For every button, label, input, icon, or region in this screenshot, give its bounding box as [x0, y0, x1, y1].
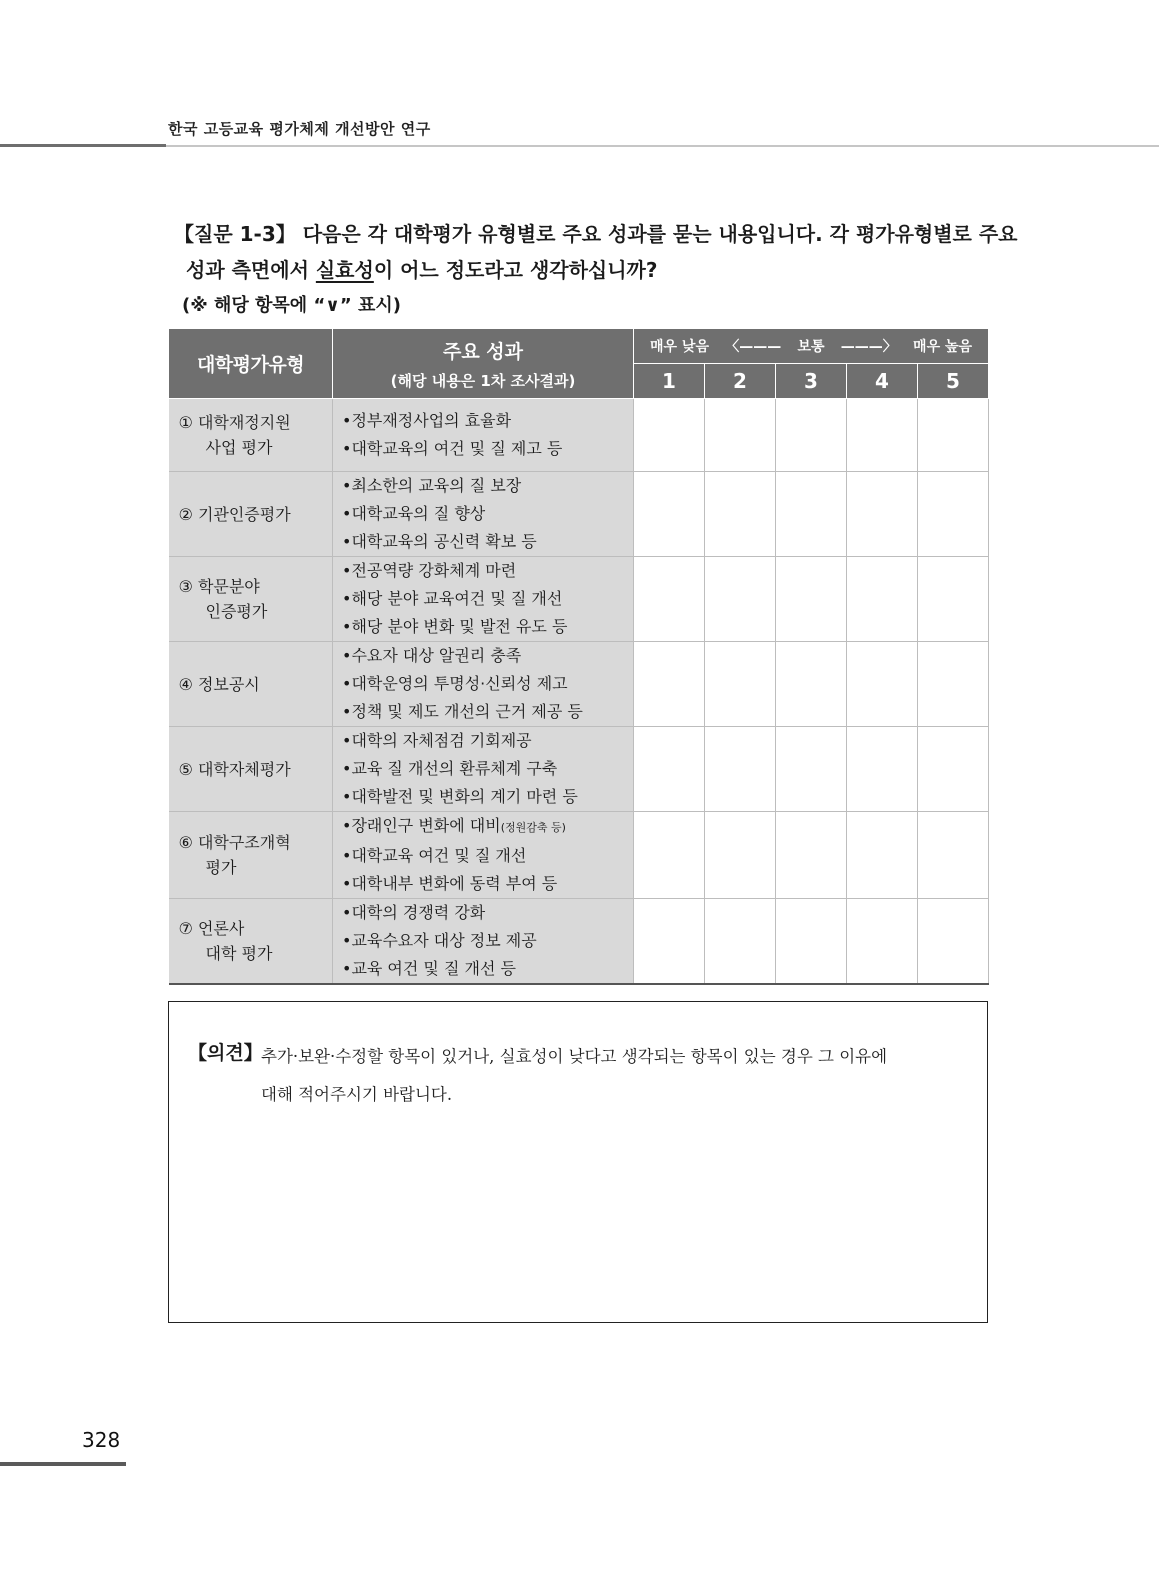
scale-high-label: 매우 높음 — [913, 339, 973, 355]
rating-cell-1[interactable] — [634, 727, 705, 812]
outcome-item: •수요자 대상 알권리 충족 — [342, 646, 522, 665]
outcome-item: •전공역량 강화체계 마련 — [342, 561, 517, 580]
outcome-item: •대학교육의 공신력 확보 등 — [342, 532, 537, 551]
table-row — [169, 399, 989, 472]
outcome-item: •정부재정사업의 효율화 — [342, 411, 512, 430]
scale-left-arrow: 〈——— — [725, 339, 782, 355]
outcome-item: •대학교육의 질 향상 — [342, 504, 486, 523]
outcome-item: •대학교육의 여건 및 질 제고 등 — [342, 439, 563, 458]
rating-cell-1[interactable] — [634, 642, 705, 727]
rating-cell-4[interactable] — [847, 399, 918, 472]
outcome-cell — [333, 727, 634, 812]
scale-4: 4 — [847, 364, 918, 399]
rating-cell-3[interactable] — [776, 812, 847, 899]
question-line-2 — [174, 252, 1004, 288]
eval-type-cell: ⑤ 대학자체평가 — [169, 727, 333, 812]
header-rule-accent — [0, 144, 166, 147]
rating-cell-5[interactable] — [918, 642, 989, 727]
rating-cell-4[interactable] — [847, 642, 918, 727]
table-row — [169, 899, 989, 985]
rating-cell-1[interactable] — [634, 812, 705, 899]
col-header-outcome-title: 주요 성과 — [442, 340, 524, 363]
table-row — [169, 642, 989, 727]
rating-cell-4[interactable] — [847, 557, 918, 642]
rating-cell-3[interactable] — [776, 472, 847, 557]
col-header-type: 대학평가유형 — [169, 329, 333, 399]
col-header-outcome-sub: (해당 내용은 1차 조사결과) — [390, 371, 576, 390]
outcome-cell — [333, 899, 634, 985]
outcome-item: •교육수요자 대상 정보 제공 — [342, 931, 537, 950]
outcome-item: •해당 분야 교육여건 및 질 개선 — [342, 589, 563, 608]
outcome-item: •대학의 경쟁력 강화 — [342, 903, 486, 922]
rating-cell-3[interactable] — [776, 727, 847, 812]
opinion-text-line: 추가·보완·수정할 항목이 있거나, 실효성이 낮다고 생각되는 항목이 있는 경우 그 이유에 — [261, 1047, 888, 1066]
outcome-item: •대학의 자체점검 기회제공 — [342, 731, 532, 750]
scale-2: 2 — [705, 364, 776, 399]
scale-5: 5 — [918, 364, 989, 399]
table-row — [169, 727, 989, 812]
rating-cell-4[interactable] — [847, 727, 918, 812]
rating-cell-2[interactable] — [705, 399, 776, 472]
rating-table — [168, 328, 989, 985]
rating-cell-5[interactable] — [918, 557, 989, 642]
eval-type-cell: ⑦ 언론사 대학 평가 — [169, 899, 333, 985]
scale-1: 1 — [634, 364, 705, 399]
rating-cell-1[interactable] — [634, 899, 705, 985]
opinion-instructions — [261, 1038, 981, 1114]
col-header-outcome — [333, 329, 634, 399]
outcome-cell — [333, 642, 634, 727]
table-row — [169, 557, 989, 642]
running-title: 한국 고등교육 평가체제 개선방안 연구 — [168, 120, 431, 138]
table-row — [169, 472, 989, 557]
scale-header — [634, 329, 989, 364]
opinion-label: 【의견】 — [188, 1042, 263, 1064]
eval-type-cell: ① 대학재정지원 사업 평가 — [169, 399, 333, 472]
rating-cell-2[interactable] — [705, 472, 776, 557]
outcome-item: •최소한의 교육의 질 보장 — [342, 476, 522, 495]
table-row — [169, 812, 989, 899]
page-number: 328 — [82, 1428, 121, 1452]
rating-cell-2[interactable] — [705, 557, 776, 642]
rating-cell-4[interactable] — [847, 472, 918, 557]
question-note: (※ 해당 항목에 “∨” 표시) — [182, 295, 402, 316]
rating-cell-5[interactable] — [918, 899, 989, 985]
question-text: 이 어느 정도라고 생각하십니까? — [373, 258, 658, 282]
scale-3: 3 — [776, 364, 847, 399]
eval-type-cell: ② 기관인증평가 — [169, 472, 333, 557]
opinion-text-line: 대해 적어주시기 바랍니다. — [261, 1085, 453, 1104]
opinion-box[interactable] — [168, 1001, 988, 1323]
rating-cell-1[interactable] — [634, 399, 705, 472]
rating-cell-2[interactable] — [705, 812, 776, 899]
rating-cell-2[interactable] — [705, 642, 776, 727]
rating-cell-4[interactable] — [847, 899, 918, 985]
outcome-cell — [333, 472, 634, 557]
footer-rule — [0, 1462, 126, 1466]
outcome-item: •대학운영의 투명성·신뢰성 제고 — [342, 674, 568, 693]
rating-cell-4[interactable] — [847, 812, 918, 899]
eval-type-cell: ③ 학문분야 인증평가 — [169, 557, 333, 642]
rating-cell-5[interactable] — [918, 472, 989, 557]
rating-cell-2[interactable] — [705, 899, 776, 985]
question-line-1: 【질문 1-3】 다음은 각 대학평가 유형별로 주요 성과를 묻는 내용입니다. 각 평가유형별로 주요 — [174, 222, 1018, 246]
rating-cell-5[interactable] — [918, 727, 989, 812]
scale-low-label: 매우 낮음 — [650, 339, 709, 355]
outcome-item: •대학교육 여건 및 질 개선 — [342, 846, 527, 865]
rating-cell-3[interactable] — [776, 557, 847, 642]
header-rule — [166, 145, 1159, 147]
outcome-item: •대학내부 변화에 동력 부여 등 — [342, 874, 558, 893]
rating-cell-3[interactable] — [776, 642, 847, 727]
rating-cell-1[interactable] — [634, 557, 705, 642]
outcome-cell — [333, 557, 634, 642]
question-block — [174, 216, 1018, 324]
outcome-item: •해당 분야 변화 및 발전 유도 등 — [342, 617, 568, 636]
rating-cell-3[interactable] — [776, 399, 847, 472]
outcome-item: •장래인구 변화에 대비(정원감축 등) — [342, 816, 566, 835]
outcome-item: •교육 여건 및 질 개선 등 — [342, 959, 516, 978]
scale-mid-label: 보통 — [797, 339, 825, 355]
question-text: 성과 측면에서 — [186, 258, 316, 282]
eval-type-cell: ④ 정보공시 — [169, 642, 333, 727]
rating-cell-5[interactable] — [918, 399, 989, 472]
rating-cell-3[interactable] — [776, 899, 847, 985]
question-emphasis: 실효성 — [315, 258, 374, 282]
rating-cell-2[interactable] — [705, 727, 776, 812]
eval-type-cell: ⑥ 대학구조개혁 평가 — [169, 812, 333, 899]
outcome-item: •정책 및 제도 개선의 근거 제공 등 — [342, 702, 583, 721]
rating-cell-5[interactable] — [918, 812, 989, 899]
outcome-cell — [333, 812, 634, 899]
outcome-item: •대학발전 및 변화의 계기 마련 등 — [342, 787, 578, 806]
outcome-item: •교육 질 개선의 환류체계 구축 — [342, 759, 558, 778]
outcome-cell — [333, 399, 634, 472]
rating-cell-1[interactable] — [634, 472, 705, 557]
scale-right-arrow: ———〉 — [840, 339, 897, 355]
